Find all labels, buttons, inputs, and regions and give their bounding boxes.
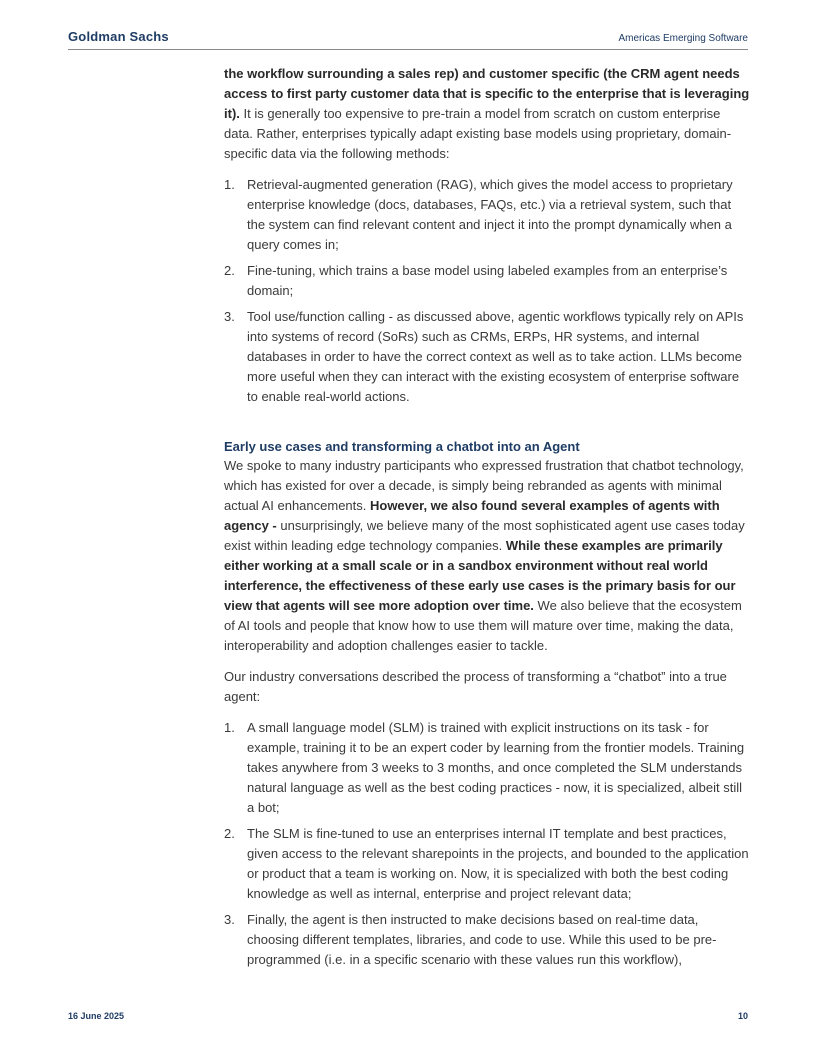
footer-date: 16 June 2025 (68, 1011, 125, 1021)
steps-list (224, 718, 752, 970)
header-report-title: Americas Emerging Software (618, 33, 748, 44)
paragraph-text: We spoke to many industry participants who expressed frustration that chatbot technology, which has existed for over a decade, is simply being rebranded as agents with minimal actual AI enhancements. (224, 458, 744, 513)
paragraph-text: We also believe that the ecosystem of AI tools and people that know how to use them will mature over time, making the data, interoperability and adoption challenges easier to tackle. (224, 598, 742, 653)
footer-page-number: 10 (737, 1011, 748, 1021)
section-heading: Early use cases and transforming a chatbot into an Agent (224, 439, 580, 454)
list-item-number: 1. (224, 720, 235, 735)
list-item (224, 824, 752, 904)
intro-paragraph (224, 64, 752, 164)
list-item-number: 1. (224, 177, 235, 192)
header-divider (68, 49, 748, 50)
list-item (224, 910, 752, 970)
list-item (224, 718, 752, 818)
list-item-text: Finally, the agent is then instructed to make decisions based on real-time data, choosing different templates, libraries, and code to use. While this used to be pre-programmed (i.e. in a specific scenario with these values run this workflow), (247, 912, 717, 967)
list-item (224, 261, 752, 301)
list-item (224, 175, 752, 255)
list-item-text: The SLM is fine-tuned to use an enterprises internal IT template and best practices, given access to the relevant sharepoints in the projects, and bounded to the application or product that a team is working on. Now, it is specialized with both the best coding knowledge as well as internal, enterprise and project relevant data; (247, 826, 749, 901)
main-content (224, 64, 752, 976)
list-item-number: 3. (224, 309, 235, 324)
header-firm-name: Goldman Sachs (68, 29, 169, 44)
list-item-number: 2. (224, 263, 235, 278)
list-item-text: Retrieval-augmented generation (RAG), which gives the model access to proprietary enterprise knowledge (docs, databases, FAQs, etc.) via a retrieval system, such that the system can find relevant content and inject it into the prompt dynamically when a query comes in; (247, 177, 733, 252)
intro-text: It is generally too expensive to pre-train a model from scratch on custom enterprise data. Rather, enterprises typically adapt existing base models using proprietary, domain-specific data via the following methods: (224, 106, 732, 161)
section-paragraph-2: Our industry conversations described the process of transforming a “chatbot” into a true agent: (224, 669, 727, 704)
methods-list (224, 175, 752, 407)
list-item-text: A small language model (SLM) is trained with explicit instructions on its task - for example, training it to be an expert coder by learning from the frontier models. Training takes anywhere from 3 weeks to 3 months, and once completed the SLM understands natural language as well as the best coding practices - now, it is specialized, albeit still a bot; (247, 720, 745, 815)
paragraph-text: unsurprisingly, we believe many of the most sophisticated agent use cases today exist within leading edge technology companies. (224, 518, 745, 553)
paragraph-bold-text: However, we also found several examples of agents with agency - (224, 498, 720, 533)
list-item-number: 2. (224, 826, 235, 841)
list-item-number: 3. (224, 912, 235, 927)
paragraph-bold-text: While these examples are primarily either working at a small scale or in a sandbox environment without real world interference, the effectiveness of these early use cases is the primary basis for our view that agents will see more adoption over time. (224, 538, 736, 613)
list-item-text: Fine-tuning, which trains a base model using labeled examples from an enterprise’s domain; (247, 263, 728, 298)
intro-bold-text: the workflow surrounding a sales rep) and customer specific (the CRM agent needs access to first party customer data that is specific to the enterprise that is leveraging it). (224, 66, 750, 121)
list-item (224, 307, 752, 407)
section-paragraph-1 (224, 456, 752, 656)
list-item-text: Tool use/function calling - as discussed above, agentic workflows typically rely on APIs into systems of record (SoRs) such as CRMs, ERPs, HR systems, and internal databases in order to have the correct context as well as to take action. LLMs become more useful when they can interact with the existing ecosystem of enterprise software to enable real-world actions. (247, 309, 744, 404)
